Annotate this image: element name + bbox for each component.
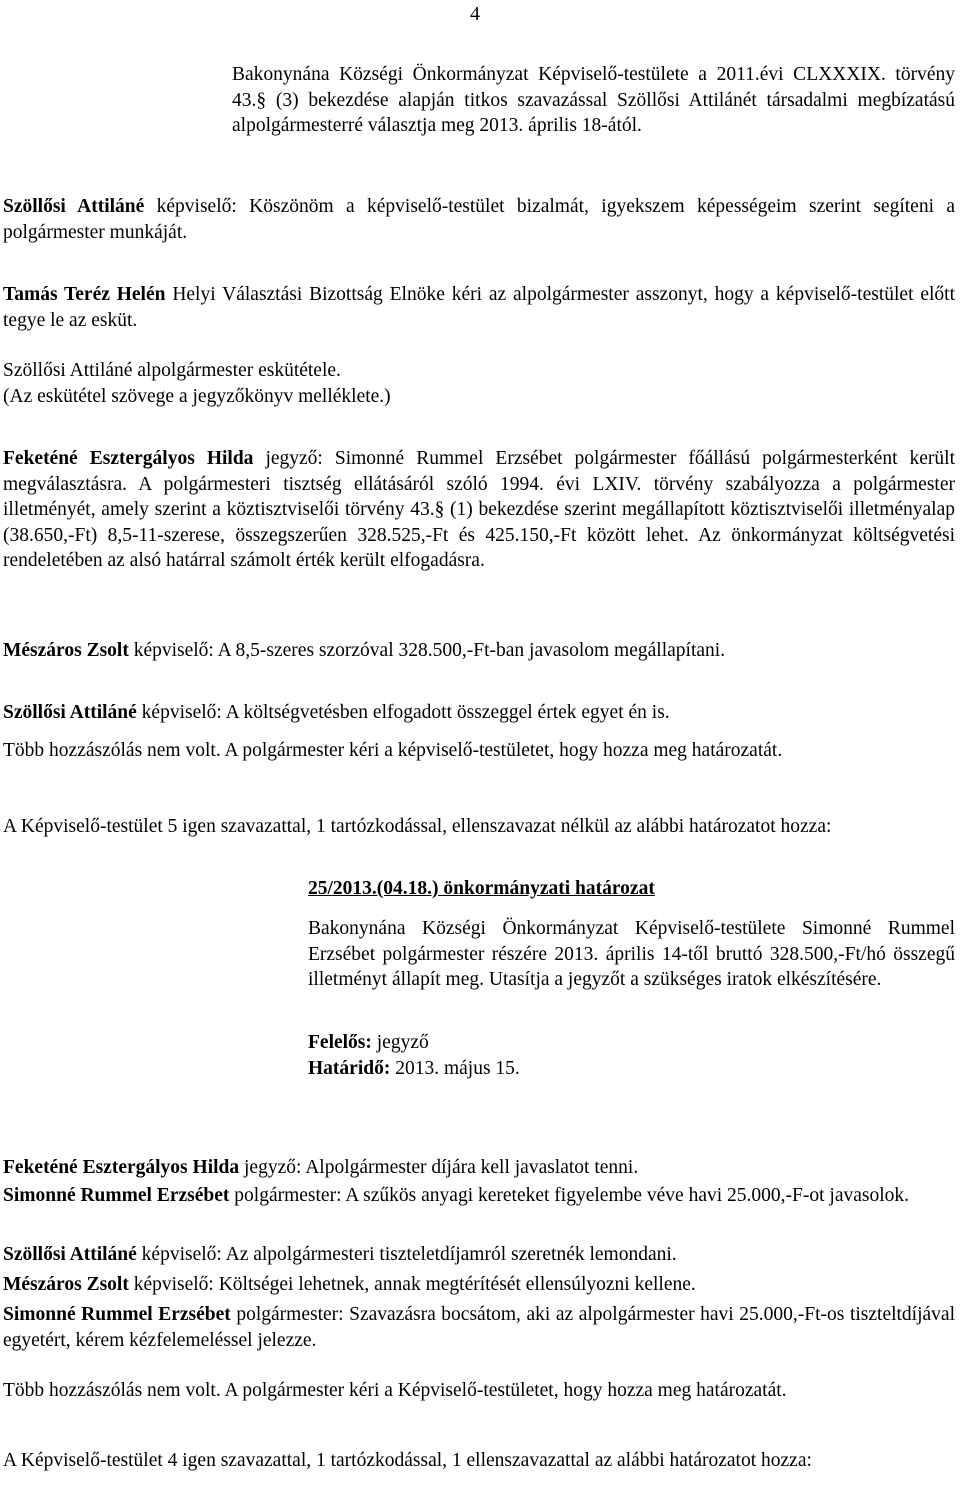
resolution-body: Bakonynána Községi Önkormányzat Képviselő-testülete Simonné Rummel Erzsébet polgármester részére 2013. április 14-től bruttó 328.500,-Ft/hó összegű illetményt állapít meg. Utasítja a jegyzőt a szükséges iratok elkészítésére. [308, 918, 955, 990]
paragraph-tamas-oath-request [3, 282, 955, 333]
speaker-name: Simonné Rummel Erzsébet [3, 1185, 230, 1206]
paragraph-szollosi-waive [3, 1242, 955, 1268]
speaker-name: Feketéné Esztergályos Hilda [3, 448, 254, 469]
intro-paragraph: Bakonynána Községi Önkormányzat Képviselő-testülete a 2011.évi CLXXXIX. törvény 43.§ (3) bekezdése alapján titkos szavazással Szöllősi Attilánét társadalmi megbízatású alpolgármesterré választja meg 2013. április 18-ától. [232, 64, 955, 136]
oath-annex-note: (Az eskütétel szövege a jegyzőkönyv melléklete.) [3, 386, 391, 407]
paragraph-feketene-fee [3, 1155, 955, 1181]
resolution-title: 25/2013.(04.18.) önkormányzati határozat [308, 878, 655, 899]
paragraph-text: képviselő: Az alpolgármesteri tiszteletdíjamról szeretnék lemondani. [136, 1244, 677, 1265]
speaker-name: Feketéné Esztergályos Hilda [3, 1157, 240, 1178]
deadline-label: Határidő: [308, 1058, 391, 1079]
paragraph-simonne-proposal [3, 1183, 955, 1209]
paragraph-text: képviselő: Köszönöm a képviselő-testület bizalmát, igyekszem képességeim szerint segíteni a polgármester munkáját. [3, 196, 955, 243]
responsible-value: jegyző [371, 1032, 429, 1053]
speaker-name: Mészáros Zsolt [3, 640, 129, 661]
paragraph-no-more-comments-2: Több hozzászólás nem volt. A polgármester kéri a Képviselő-testületet, hogy hozza meg határozatát. [3, 1380, 787, 1401]
paragraph-szollosi-agree [3, 700, 955, 726]
paragraph-text: képviselő: Költségei lehetnek, annak megtérítését ellensúlyozni kellene. [128, 1274, 696, 1295]
responsible-label: Felelős: [308, 1032, 372, 1053]
paragraph-szollosi-thanks [3, 194, 955, 245]
paragraph-text: képviselő: A 8,5-szeres szorzóval 328.500,-Ft-ban javasolom megállapítani. [128, 640, 726, 661]
paragraph-text: jegyző: Simonné Rummel Erzsébet polgármester főállású polgármesterként került megválasztásra. A polgármesteri tisztség ellátásáról szóló 1994. évi LXIV. törvény szabályozza a polgármester illetményét, amely szerint a köztisztviselői törvény 43.§ (1) bekezdése szerint megállapított köztisztviselői illetményalap (38.650,-Ft) 8,5-11-szerese, összegszerűen 328.525,-Ft és 425.150,-Ft között lehet. Az önkormányzat költségvetési rendeletében az alsó határral számolt érték került elfogadásra. [3, 448, 955, 571]
paragraph-simonne-vote-call [3, 1302, 955, 1353]
paragraph-vote-result-2: A Képviselő-testület 4 igen szavazattal, 1 tartózkodással, 1 ellenszavazattal az alábbi határozatot hozza: [3, 1450, 812, 1471]
paragraph-text: jegyző: Alpolgármester díjára kell javaslatot tenni. [239, 1157, 639, 1178]
oath-line: Szöllősi Attiláné alpolgármester eskütétele. [3, 360, 341, 381]
resolution-deadline [308, 1056, 955, 1082]
paragraph-text: polgármester: Szavazásra bocsátom, aki az alpolgármester havi 25.000,-Ft-os tiszteltdíjával egyetért, kérem kézfelemeléssel jelezze. [3, 1304, 955, 1351]
paragraph-meszaros-proposal [3, 638, 955, 664]
paragraph-no-more-comments: Több hozzászólás nem volt. A polgármester kéri a képviselő-testületet, hogy hozza meg határozatát. [3, 740, 783, 761]
paragraph-feketene-salary [3, 446, 955, 574]
deadline-value: 2013. május 15. [390, 1058, 520, 1079]
paragraph-text: Helyi Választási Bizottság Elnöke kéri az alpolgármester asszonyt, hogy a képviselő-testület előtt tegye le az esküt. [3, 284, 955, 331]
speaker-name: Tamás Teréz Helén [3, 284, 166, 305]
speaker-name: Szöllősi Attiláné [3, 1244, 137, 1265]
speaker-name: Simonné Rummel Erzsébet [3, 1304, 231, 1325]
speaker-name: Szöllősi Attiláné [3, 702, 137, 723]
paragraph-meszaros-costs [3, 1272, 955, 1298]
resolution-responsible [308, 1030, 955, 1056]
page-number: 4 [470, 3, 480, 25]
speaker-name: Mészáros Zsolt [3, 1274, 129, 1295]
speaker-name: Szöllősi Attiláné [3, 196, 145, 217]
paragraph-text: képviselő: A költségvetésben elfogadott összeggel értek egyet én is. [136, 702, 670, 723]
paragraph-vote-result: A Képviselő-testület 5 igen szavazattal, 1 tartózkodással, ellenszavazat nélkül az alábbi határozatot hozza: [3, 816, 832, 837]
paragraph-text: polgármester: A szűkös anyagi kereteket figyelembe véve havi 25.000,-F-ot javasolok. [229, 1185, 910, 1206]
